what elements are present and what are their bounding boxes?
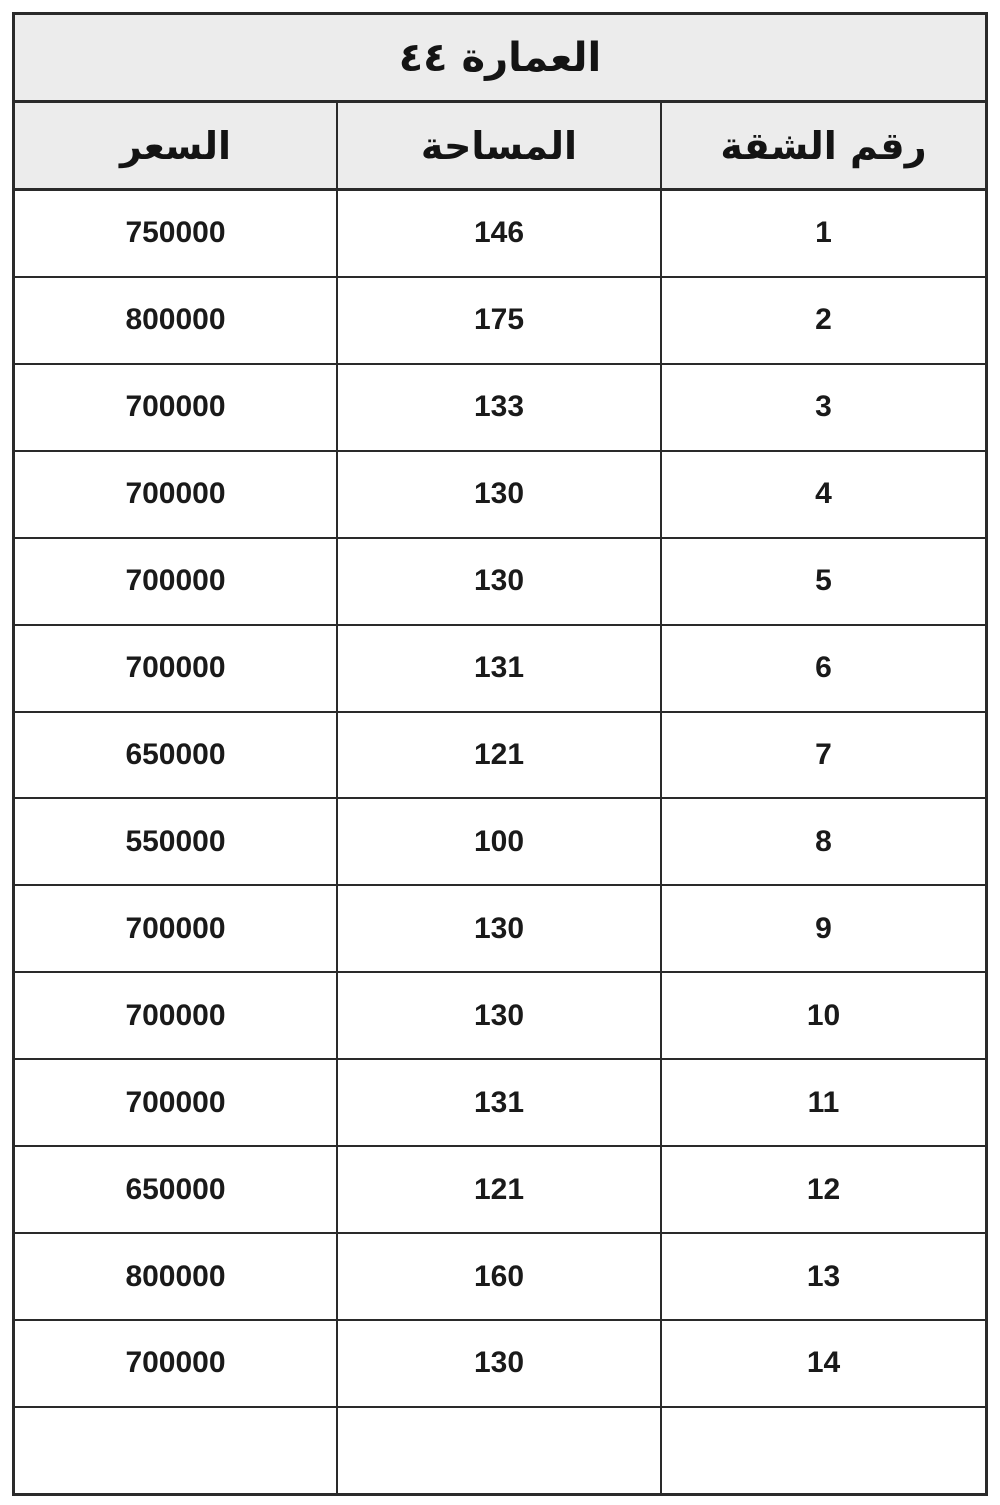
cell-area: 121 xyxy=(337,712,661,799)
cell-area: 121 xyxy=(337,1146,661,1233)
cell-apartment-number: 4 xyxy=(661,451,985,538)
cell-price: 800000 xyxy=(15,1233,337,1320)
apartments-table xyxy=(15,103,985,1493)
table-row xyxy=(15,1233,985,1320)
table-row xyxy=(15,712,985,799)
cell-price: 700000 xyxy=(15,538,337,625)
table-row xyxy=(15,277,985,364)
cell-price: 700000 xyxy=(15,364,337,451)
table-row xyxy=(15,1320,985,1407)
cell-price: 700000 xyxy=(15,1320,337,1407)
cell-price: 550000 xyxy=(15,798,337,885)
header-apartment-number: رقم الشقة xyxy=(661,103,985,190)
table-row xyxy=(15,798,985,885)
empty-table-row xyxy=(15,1407,985,1493)
cell-apartment-number: 2 xyxy=(661,277,985,364)
table-row xyxy=(15,625,985,712)
cell-apartment-number: 9 xyxy=(661,885,985,972)
price-table-sheet xyxy=(12,12,988,1496)
cell-area: 131 xyxy=(337,625,661,712)
table-row xyxy=(15,190,985,277)
cell-apartment-number: 12 xyxy=(661,1146,985,1233)
empty-cell xyxy=(337,1407,661,1493)
header-row xyxy=(15,103,985,190)
cell-price: 700000 xyxy=(15,625,337,712)
empty-cell xyxy=(661,1407,985,1493)
table-body xyxy=(15,190,985,1494)
cell-apartment-number: 10 xyxy=(661,972,985,1059)
cell-price: 800000 xyxy=(15,277,337,364)
cell-apartment-number: 6 xyxy=(661,625,985,712)
table-row xyxy=(15,972,985,1059)
cell-price: 700000 xyxy=(15,885,337,972)
cell-apartment-number: 11 xyxy=(661,1059,985,1146)
cell-price: 650000 xyxy=(15,1146,337,1233)
cell-apartment-number: 5 xyxy=(661,538,985,625)
table-row xyxy=(15,1059,985,1146)
table-title-row xyxy=(15,15,985,103)
table-title: العمارة ٤٤ xyxy=(398,34,602,81)
cell-apartment-number: 7 xyxy=(661,712,985,799)
cell-apartment-number: 14 xyxy=(661,1320,985,1407)
cell-apartment-number: 1 xyxy=(661,190,985,277)
cell-area: 160 xyxy=(337,1233,661,1320)
cell-area: 100 xyxy=(337,798,661,885)
table-row xyxy=(15,451,985,538)
cell-area: 175 xyxy=(337,277,661,364)
cell-area: 133 xyxy=(337,364,661,451)
cell-area: 131 xyxy=(337,1059,661,1146)
cell-price: 750000 xyxy=(15,190,337,277)
cell-apartment-number: 8 xyxy=(661,798,985,885)
table-row xyxy=(15,538,985,625)
cell-area: 130 xyxy=(337,451,661,538)
cell-apartment-number: 3 xyxy=(661,364,985,451)
cell-area: 130 xyxy=(337,1320,661,1407)
cell-price: 650000 xyxy=(15,712,337,799)
cell-price: 700000 xyxy=(15,972,337,1059)
header-price: السعر xyxy=(15,103,337,190)
cell-area: 130 xyxy=(337,972,661,1059)
cell-area: 146 xyxy=(337,190,661,277)
table-row xyxy=(15,885,985,972)
cell-apartment-number: 13 xyxy=(661,1233,985,1320)
table-row xyxy=(15,364,985,451)
empty-cell xyxy=(15,1407,337,1493)
cell-price: 700000 xyxy=(15,1059,337,1146)
cell-area: 130 xyxy=(337,885,661,972)
header-area: المساحة xyxy=(337,103,661,190)
table-row xyxy=(15,1146,985,1233)
cell-price: 700000 xyxy=(15,451,337,538)
cell-area: 130 xyxy=(337,538,661,625)
